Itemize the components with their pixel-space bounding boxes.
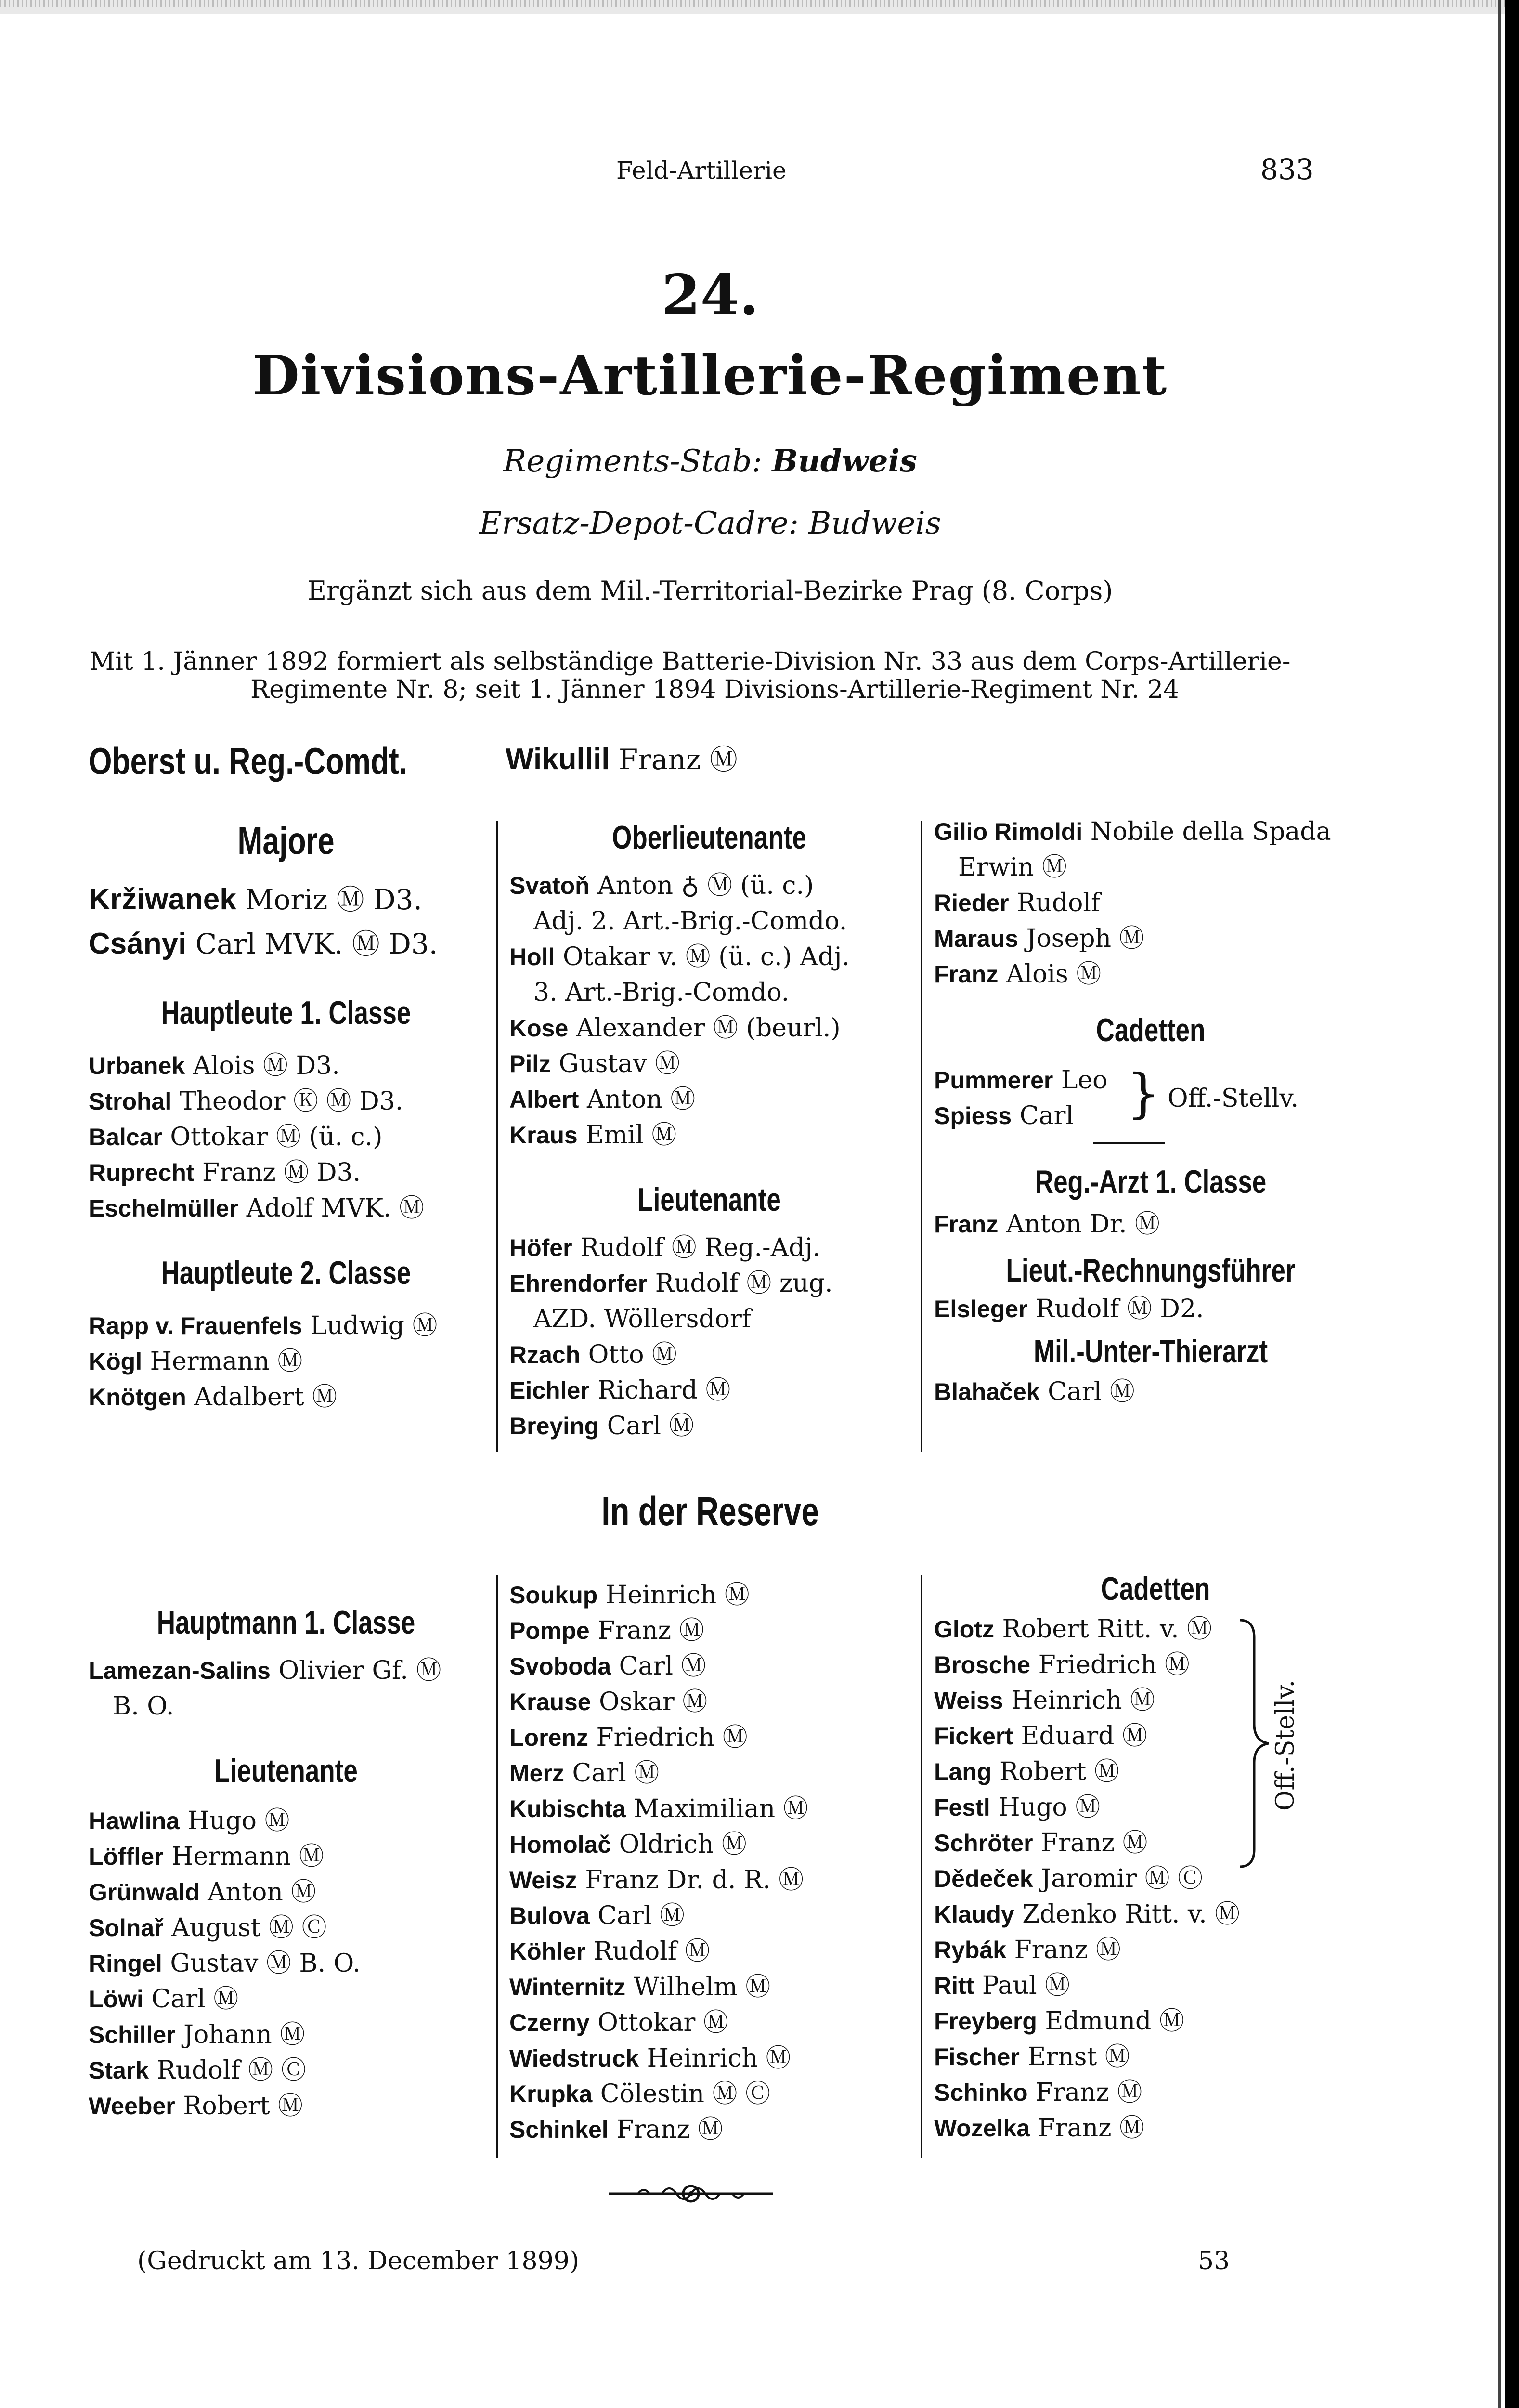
hauptleute-2-title: Hauptleute 2. Classe — [161, 1255, 411, 1291]
list-item: Weisz Franz Dr. d. R. Ⓜ — [509, 1866, 804, 1895]
list-item: Löwi Carl Ⓜ — [89, 1985, 239, 2014]
list-item: Svatoň Anton ♁ Ⓜ (ü. c.) — [509, 871, 814, 900]
list-item: Adj. 2. Art.-Brig.-Comdo. — [533, 907, 847, 936]
reserve-lieutenante-title: Lieutenante — [214, 1753, 358, 1789]
list-item: Fischer Ernst Ⓜ — [934, 2042, 1130, 2071]
reserve-cadetten-title: Cadetten — [1101, 1570, 1210, 1607]
list-item: Blahaček Carl Ⓜ — [934, 1377, 1135, 1406]
list-item: Soukup Heinrich Ⓜ — [509, 1581, 750, 1610]
list-item: Schinkel Franz Ⓜ — [509, 2115, 723, 2144]
reserve-hauptmann-list — [89, 1653, 483, 1724]
list-item: Kose Alexander Ⓜ (beurl.) — [509, 1014, 841, 1043]
list-item: Pompe Franz Ⓜ — [509, 1616, 704, 1645]
list-item: Rapp v. Frauenfels Ludwig Ⓜ — [89, 1311, 438, 1340]
list-item: Elsleger Rudolf Ⓜ D2. — [934, 1295, 1204, 1323]
cadetten-note: Off.-Stellv. — [1168, 1084, 1299, 1113]
list-item: Kubischta Maximilian Ⓜ — [509, 1794, 808, 1823]
reserve-cadetten-note: Off.-Stellv. — [1271, 1679, 1300, 1811]
depot-label: Ersatz-Depot-Cadre: — [479, 506, 799, 541]
hauptleute-1-title: Hauptleute 1. Classe — [161, 995, 411, 1031]
hauptleute-1-list — [89, 1048, 483, 1226]
list-item: Albert Anton Ⓜ — [509, 1085, 696, 1114]
supplement-line: Ergänzt sich aus dem Mil.-Territorial-Bezirke Prag (8. Corps) — [307, 576, 1113, 606]
brace-icon: } — [1127, 1062, 1160, 1124]
list-item: Pilz Gustav Ⓜ — [509, 1049, 680, 1078]
reserve-col3 — [934, 1570, 1377, 2146]
ornament-icon — [604, 2177, 778, 2211]
list-item: Dědeček Jaromir Ⓜ Ⓒ — [934, 1864, 1203, 1893]
list-item: Krause Oskar Ⓜ — [509, 1688, 708, 1716]
list-item: Freyberg Edmund Ⓜ — [934, 2007, 1184, 2036]
list-item: Kržiwanek Moriz Ⓜ D3. — [89, 883, 422, 916]
list-item: Merz Carl Ⓜ — [509, 1759, 660, 1788]
list-item: Krupka Cölestin Ⓜ Ⓒ — [509, 2080, 771, 2108]
list-item: Erwin Ⓜ — [958, 853, 1067, 882]
list-item: Hawlina Hugo Ⓜ — [89, 1806, 290, 1835]
list-item: Stark Rudolf Ⓜ Ⓒ — [89, 2056, 306, 2085]
list-item: Wozelka Franz Ⓜ — [934, 2114, 1145, 2143]
commander-given: Franz — [618, 743, 701, 776]
running-title: Feld-Artillerie — [616, 157, 787, 184]
list-item: Solnař August Ⓜ Ⓒ — [89, 1913, 327, 1942]
list-item: Klaudy Zdenko Ritt. v. Ⓜ — [934, 1900, 1240, 1929]
list-item: Löffler Hermann Ⓜ — [89, 1842, 324, 1871]
list-item: Gilio Rimoldi Nobile della Spada — [934, 817, 1331, 846]
list-item: Grünwald Anton Ⓜ — [89, 1878, 316, 1907]
regiment-title: Divisions-Artillerie-Regiment — [252, 344, 1168, 407]
depot-place: Budweis — [808, 506, 941, 541]
list-item: Breying Carl Ⓜ — [509, 1412, 694, 1440]
list-item: Eschelmüller Adolf MVK. Ⓜ — [89, 1194, 425, 1223]
list-item: Festl Hugo Ⓜ — [934, 1793, 1101, 1822]
stab-place: Budweis — [772, 443, 917, 479]
list-item: Lang Robert Ⓜ — [934, 1757, 1119, 1786]
list-item: Franz Anton Dr. Ⓜ — [934, 1210, 1160, 1239]
rechnungsfuehrer-title: Lieut.-Rechnungsführer — [1006, 1252, 1296, 1289]
list-item: Köhler Rudolf Ⓜ — [509, 1937, 710, 1966]
commander-mark: Ⓜ — [709, 743, 738, 776]
scan-right-edge — [1505, 0, 1519, 2408]
printed-date: (Gedruckt am 13. December 1899) — [137, 2247, 580, 2276]
list-item: Eichler Richard Ⓜ — [509, 1376, 731, 1405]
list-item: Wiedstruck Heinrich Ⓜ — [509, 2044, 791, 2073]
history-line-2: Regimente Nr. 8; seit 1. Jänner 1894 Divisions-Artillerie-Regiment Nr. 24 — [250, 675, 1180, 704]
commander-rank: Oberst u. Reg.-Comdt. — [89, 740, 408, 782]
list-item: Schröter Franz Ⓜ — [934, 1829, 1148, 1858]
list-item: Csányi Carl MVK. Ⓜ D3. — [89, 927, 438, 960]
column-rule-2 — [921, 821, 922, 1452]
list-item: Lorenz Friedrich Ⓜ — [509, 1723, 748, 1752]
ersatz-depot-line — [0, 506, 1420, 541]
majore-list — [89, 877, 483, 966]
list-item: Rybák Franz Ⓜ — [934, 1936, 1121, 1964]
active-col3 — [934, 814, 1367, 1410]
list-item: Franz Alois Ⓜ — [934, 960, 1102, 989]
list-item: Strohal Theodor Ⓚ Ⓜ D3. — [89, 1087, 403, 1116]
list-item: Holl Otakar v. Ⓜ (ü. c.) Adj. — [509, 942, 850, 971]
stab-label: Regiments-Stab: — [503, 444, 762, 479]
list-item: Bulova Carl Ⓜ — [509, 1901, 685, 1930]
list-item: Urbanek Alois Ⓜ D3. — [89, 1051, 340, 1080]
list-item: Fickert Eduard Ⓜ — [934, 1722, 1147, 1751]
list-item: Ruprecht Franz Ⓜ D3. — [89, 1158, 361, 1187]
list-item: 3. Art.-Brig.-Comdo. — [533, 978, 790, 1007]
list-item: Spiess Carl — [934, 1101, 1074, 1130]
list-item: Pummerer Leo — [934, 1066, 1108, 1095]
list-item: Brosche Friedrich Ⓜ — [934, 1650, 1190, 1679]
lieutenante-list — [509, 1230, 909, 1444]
list-item: Homolač Oldrich Ⓜ — [509, 1830, 747, 1859]
list-item: AZD. Wöllersdorf — [533, 1305, 752, 1334]
cadetten-list — [934, 1062, 1367, 1134]
history-line-1: Mit 1. Jänner 1892 formiert als selbständige Batterie-Division Nr. 33 aus dem Corps-Artillerie- — [90, 647, 1291, 676]
list-item: Ringel Gustav Ⓜ B. O. — [89, 1949, 361, 1978]
active-col2 — [509, 814, 909, 1444]
majore-title: Majore — [237, 819, 335, 862]
list-item: Kögl Hermann Ⓜ — [89, 1347, 303, 1376]
reserve-lieutenante-list — [89, 1803, 483, 2124]
regiments-stab-line — [0, 443, 1420, 479]
list-item: Ehrendorfer Rudolf Ⓜ zug. — [509, 1269, 833, 1298]
active-col1 — [89, 814, 483, 1415]
divider — [1093, 1142, 1165, 1144]
reserve-column-rule-1 — [496, 1575, 498, 2158]
list-item: Höfer Rudolf Ⓜ Reg.-Adj. — [509, 1233, 821, 1262]
col3-top-list — [934, 814, 1367, 992]
commander-entry — [506, 742, 738, 777]
large-brace-icon — [1235, 1618, 1273, 1869]
thierarzt-title: Mil.-Unter-Thierarzt — [1033, 1333, 1268, 1370]
list-item: Czerny Ottokar Ⓜ — [509, 2008, 728, 2037]
column-rule-1 — [496, 821, 498, 1452]
hauptleute-2-list — [89, 1308, 483, 1415]
lieutenante-title: Lieutenante — [637, 1181, 781, 1218]
reserve-cadetten-list — [934, 1611, 1377, 2146]
signature-mark: 53 — [1198, 2247, 1230, 2276]
list-item: Balcar Ottokar Ⓜ (ü. c.) — [89, 1123, 383, 1152]
reg-arzt-title: Reg.-Arzt 1. Classe — [1035, 1164, 1267, 1200]
list-item: Rzach Otto Ⓜ — [509, 1340, 677, 1369]
oberlieutenante-title: Oberlieutenante — [612, 819, 806, 856]
list-item: Knötgen Adalbert Ⓜ — [89, 1383, 338, 1412]
list-item: Weeber Robert Ⓜ — [89, 2092, 303, 2120]
list-item: Winternitz Wilhelm Ⓜ — [509, 1973, 771, 2002]
commander-surname: Wikullil — [506, 743, 610, 776]
list-item: Schiller Johann Ⓜ — [89, 2020, 305, 2049]
reserve-title: In der Reserve — [601, 1489, 819, 1534]
list-item: Rieder Rudolf — [934, 889, 1101, 917]
regiment-number: 24. — [662, 262, 759, 328]
list-item: Glotz Robert Ritt. v. Ⓜ — [934, 1615, 1212, 1644]
page-number: 833 — [1260, 153, 1314, 186]
reserve-col1 — [89, 1604, 483, 2124]
reserve-column-rule-2 — [921, 1575, 922, 2158]
list-item: Schinko Franz Ⓜ — [934, 2078, 1142, 2107]
list-item: Ritt Paul Ⓜ — [934, 1971, 1070, 2000]
reserve-hauptmann-title: Hauptmann 1. Classe — [156, 1604, 415, 1641]
oberlieutenante-list — [509, 868, 909, 1153]
reserve-col2 — [509, 1577, 909, 2147]
scan-top-dots — [0, 0, 1519, 7]
list-item: Kraus Emil Ⓜ — [509, 1121, 677, 1150]
list-item: Maraus Joseph Ⓜ — [934, 924, 1144, 953]
list-item: Weiss Heinrich Ⓜ — [934, 1686, 1155, 1715]
scan-right-edge-line — [1498, 0, 1501, 2408]
list-item: B. O. — [113, 1692, 174, 1721]
list-item: Svoboda Carl Ⓜ — [509, 1652, 706, 1681]
list-item: Lamezan-Salins Olivier Gf. Ⓜ — [89, 1656, 441, 1685]
cadetten-title: Cadetten — [1096, 1012, 1206, 1048]
